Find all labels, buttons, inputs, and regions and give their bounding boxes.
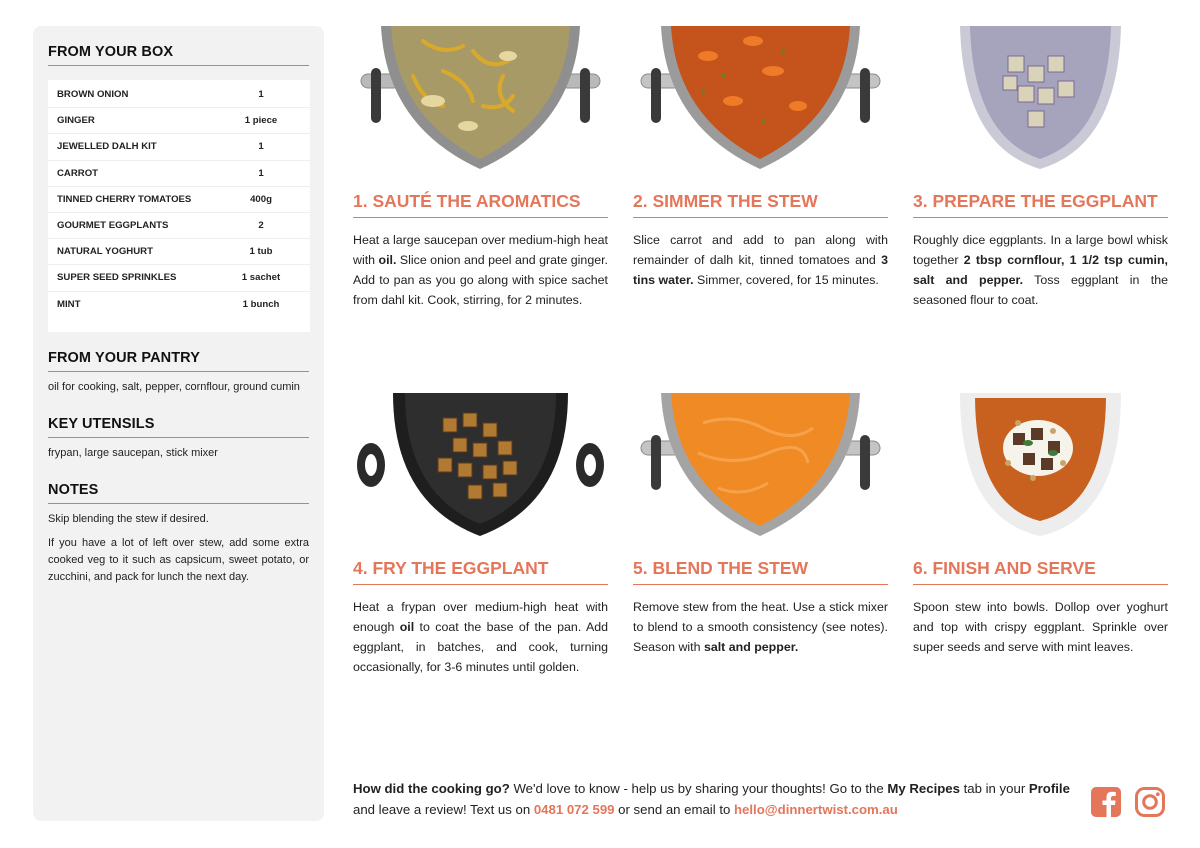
ingredients-table (48, 80, 310, 332)
email-link[interactable]: hello@dinnertwist.com.au (734, 802, 898, 817)
instagram-icon[interactable] (1134, 786, 1166, 818)
step-2 (633, 26, 888, 290)
step-instructions: Heat a frypan over medium-high heat with enough oil to coat the base of the pan. Add eggplant, in batches, and cook, turning occasionally, for 3-6 minutes until golden. (353, 600, 608, 674)
ingredient-name: GOURMET EGGPLANTS (57, 220, 169, 232)
ingredient-row (48, 213, 310, 239)
step-3 (913, 26, 1168, 310)
note-2: If you have a lot of left over stew, add some extra cooked veg to it such as capsicum, sweet potato, or zucchini, and pack for lunch the next day. (48, 536, 309, 583)
ingredient-row (48, 265, 310, 291)
profile-label: Profile (1028, 781, 1070, 796)
ingredient-name: JEWELLED DALH KIT (57, 141, 157, 153)
ingredient-name: MINT (57, 299, 81, 311)
ingredient-row (48, 108, 310, 134)
ingredient-row (48, 292, 310, 318)
step-title: 1. SAUTÉ THE AROMATICS (353, 191, 608, 218)
ingredient-row (48, 134, 310, 160)
ingredient-name: GINGER (57, 115, 95, 127)
ingredient-qty: 1 bunch (242, 299, 280, 311)
ingredient-qty: 1 piece (244, 115, 278, 127)
step-1 (353, 26, 608, 310)
step-6 (913, 393, 1168, 657)
my-recipes-label: My Recipes (887, 781, 960, 796)
ingredient-qty: 1 sachet (241, 272, 281, 284)
ingredient-row (48, 187, 310, 213)
ingredient-row (48, 82, 310, 108)
ingredient-row (48, 239, 310, 265)
step-instructions: Slice carrot and add to pan along with remainder of dalh kit, tinned tomatoes and 3 tins water. Simmer, covered, for 15 minutes. (633, 233, 888, 287)
ingredient-row (48, 161, 310, 187)
ingredient-qty: 1 (258, 141, 264, 153)
ingredient-qty: 1 tub (249, 246, 273, 258)
ingredient-name: CARROT (57, 167, 99, 179)
notes-section (48, 482, 309, 586)
pantry-text: oil for cooking, salt, pepper, cornflour, ground cumin (48, 380, 300, 393)
ingredient-qty: 400g (250, 193, 272, 205)
facebook-icon[interactable] (1090, 786, 1122, 818)
finished-dish-photo (913, 393, 1168, 536)
step-instructions: Roughly dice eggplants. In a large bowl whisk together 2 tbsp cornflour, 1 1/2 tsp cumin, salt and pepper. Toss eggplant in the seasoned flour to coat. (913, 233, 1168, 307)
ingredient-name: TINNED CHERRY TOMATOES (57, 193, 192, 205)
step-instructions: Spoon stew into bowls. Dollop over yoghurt and top with crispy eggplant. Sprinkle over super seeds and serve with mint leaves. (913, 600, 1168, 654)
notes-title: NOTES (48, 482, 309, 504)
saucepan-onion-photo (353, 26, 608, 169)
ingredient-qty: 1 (258, 167, 264, 179)
pantry-title: FROM YOUR PANTRY (48, 350, 309, 372)
phone-link[interactable]: 0481 072 599 (533, 802, 615, 817)
notes-text (48, 511, 309, 586)
step-title: 5. BLEND THE STEW (633, 558, 888, 585)
step-instructions: Heat a large saucepan over medium-high heat with oil. Slice onion and peel and grate ginger. Add to pan as you go along with spice sachet from dahl kit. Cook, stirring, for 2 minutes. (353, 233, 608, 307)
ingredient-qty: 1 (258, 89, 264, 101)
ingredient-name: NATURAL YOGHURT (57, 246, 153, 258)
frypan-eggplant-photo (353, 393, 608, 536)
utensils-title: KEY UTENSILS (48, 416, 309, 438)
step-title: 6. FINISH AND SERVE (913, 558, 1168, 585)
eggplant-bowl-photo (913, 26, 1168, 169)
saucepan-stew-photo (633, 26, 888, 169)
pantry-section (48, 350, 309, 396)
step-4 (353, 393, 608, 677)
feedback-footer: How did the cooking go? We'd love to know - help us by sharing your thoughts! Go to the My Recipes tab in your Profile and leave a review! Text us on 0481 072 599 or send an email to hello@dinnertwist.com.au (353, 781, 1070, 817)
utensils-section (48, 416, 309, 462)
step-title: 4. FRY THE EGGPLANT (353, 558, 608, 585)
feedback-question: How did the cooking go? (353, 781, 510, 796)
utensils-text: frypan, large saucepan, stick mixer (48, 446, 218, 459)
ingredient-name: SUPER SEED SPRINKLES (57, 272, 177, 284)
step-instructions: Remove stew from the heat. Use a stick mixer to blend to a smooth consistency (see notes). Season with salt and pepper. (633, 600, 888, 654)
ingredient-qty: 2 (258, 220, 264, 232)
ingredients-sidebar (33, 26, 324, 821)
step-title: 3. PREPARE THE EGGPLANT (913, 191, 1168, 218)
note-1: Skip blending the stew if desired. (48, 512, 209, 525)
blended-stew-photo (633, 393, 888, 536)
from-your-box-title: FROM YOUR BOX (48, 44, 309, 66)
ingredient-name: BROWN ONION (57, 89, 129, 101)
step-5 (633, 393, 888, 657)
step-title: 2. SIMMER THE STEW (633, 191, 888, 218)
